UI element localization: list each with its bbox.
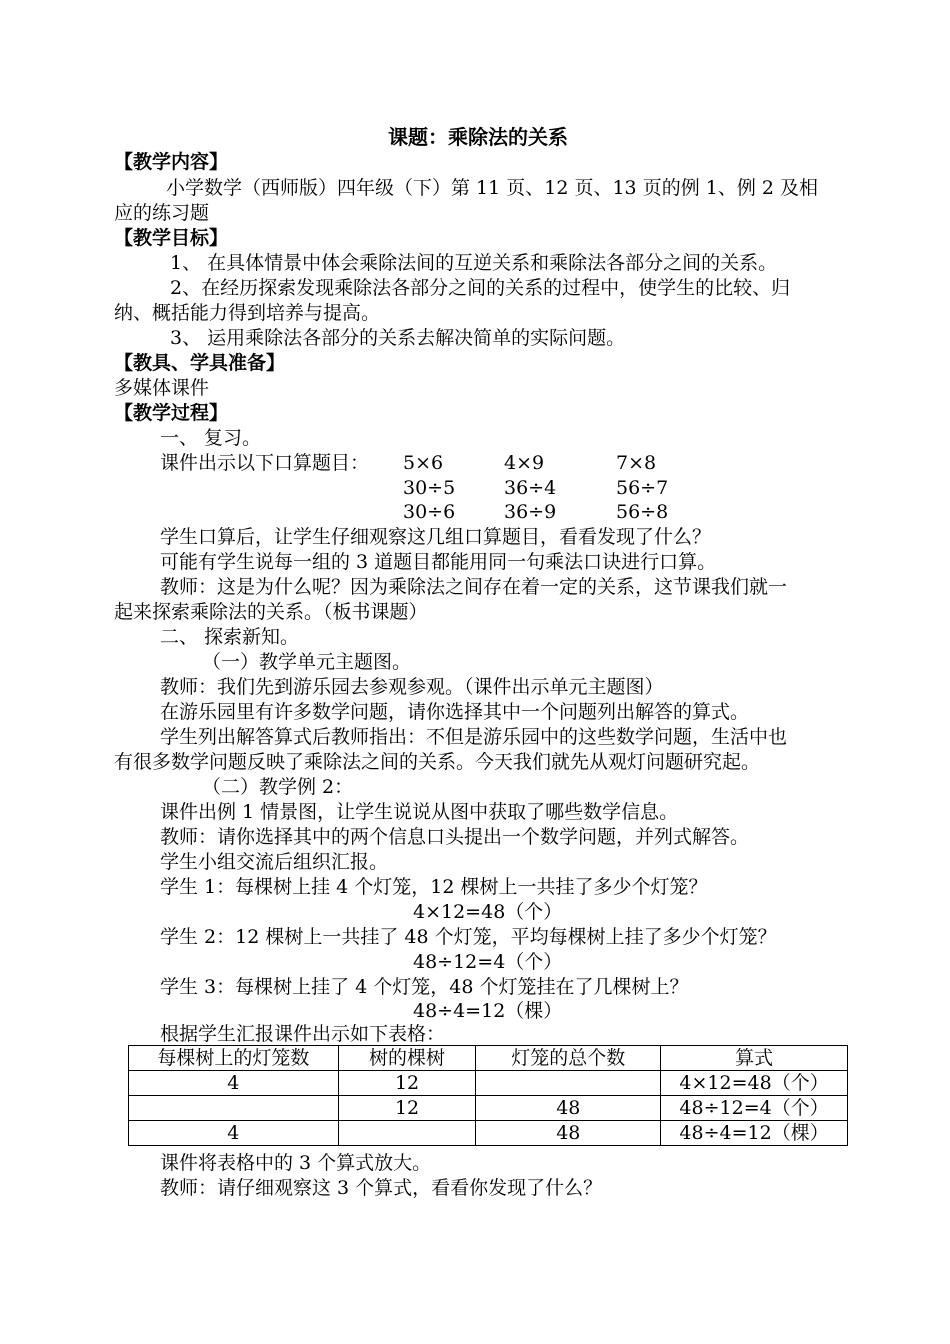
calc-intro: 课件出示以下口算题目： (160, 452, 370, 474)
goals-heading: 【教学目标】 (114, 227, 229, 249)
student-2: 学生 2：12 棵树上一共挂了 48 个灯笼，平均每棵树上挂了多少个灯笼？ (160, 926, 777, 948)
calc-item: 30÷6 (403, 501, 456, 523)
table-header-cell: 灯笼的总个数 (476, 1046, 661, 1071)
goal-2-line1: 2、在经历探索发现乘除法各部分之间的关系的过程中，使学生的比较、归 (170, 277, 791, 299)
table-cell: 12 (338, 1071, 476, 1096)
paragraph: 教师：这是为什么呢？因为乘除法之间存在着一定的关系，这节课我们就一 (160, 576, 788, 598)
table-cell: 4 (129, 1121, 339, 1146)
step-review: 一、 复习。 (160, 427, 262, 449)
calc-item: 5×6 (403, 452, 444, 474)
page-title: 课题：乘除法的关系 (388, 125, 568, 149)
lantern-table (128, 1045, 848, 1146)
table-cell: 12 (338, 1096, 476, 1121)
calc-item: 30÷5 (403, 477, 456, 499)
goal-3: 3、 运用乘除法各部分的关系去解决简单的实际问题。 (170, 327, 626, 349)
paragraph: 在游乐园里有许多数学问题，请你选择其中一个问题列出解答的算式。 (160, 701, 750, 723)
tools-heading: 【教具、学具准备】 (114, 352, 286, 374)
table-cell: 48 (476, 1096, 661, 1121)
table-row (129, 1096, 848, 1121)
table-cell (476, 1071, 661, 1096)
step-explore: 二、 探索新知。 (160, 626, 300, 648)
table-row (129, 1121, 848, 1146)
calc-item: 36÷4 (504, 477, 557, 499)
table-cell: 48÷4=12（棵） (661, 1121, 848, 1146)
table-row (129, 1071, 848, 1096)
paragraph: 教师：请仔细观察这 3 个算式，看看你发现了什么？ (160, 1177, 603, 1199)
equation: 48÷4=12（棵） (413, 1000, 563, 1022)
sub-step-1: （一）教学单元主题图。 (202, 651, 412, 673)
sub-step-2: （二）教学例 2： (202, 776, 354, 798)
calc-item: 56÷8 (616, 501, 669, 523)
paragraph: 教师：请你选择其中的两个信息口头提出一个数学问题，并列式解答。 (160, 826, 750, 848)
paragraph: 课件将表格中的 3 个算式放大。 (160, 1152, 432, 1174)
process-heading: 【教学过程】 (114, 402, 229, 424)
table-header-cell: 算式 (661, 1046, 848, 1071)
paragraph: 学生列出解答算式后教师指出：不但是游乐园中的这些数学问题，生活中也 (160, 726, 788, 748)
paragraph: 课件出例 1 情景图，让学生说说从图中获取了哪些数学信息。 (160, 801, 679, 823)
student-1: 学生 1：每棵树上挂 4 个灯笼，12 棵树上一共挂了多少个灯笼？ (160, 876, 708, 898)
paragraph: 起来探索乘除法的关系。（板书课题） (114, 601, 428, 623)
goal-1: 1、 在具体情景中体会乘除法间的互逆关系和乘除法各部分之间的关系。 (170, 252, 778, 274)
calc-item: 4×9 (504, 452, 545, 474)
content-heading: 【教学内容】 (114, 151, 229, 173)
tools-text: 多媒体课件 (114, 377, 210, 399)
paragraph: 有很多数学问题反映了乘除法之间的关系。今天我们就先从观灯问题研究起。 (114, 751, 761, 773)
table-cell: 4 (129, 1071, 339, 1096)
table-cell: 4×12=48（个） (661, 1071, 848, 1096)
table-cell (129, 1096, 339, 1121)
paragraph: 学生小组交流后组织汇报。 (160, 851, 389, 873)
paragraph: 学生口算后，让学生仔细观察这几组口算题目，看看发现了什么？ (160, 526, 712, 548)
calc-item: 7×8 (616, 452, 657, 474)
table-cell: 48 (476, 1121, 661, 1146)
content-text-line1: 小学数学（西师版）四年级（下）第 11 页、12 页、13 页的例 1、例 2 及相 (166, 177, 818, 199)
goal-2-line2: 纳、概括能力得到培养与提高。 (114, 302, 381, 324)
calc-item: 36÷9 (504, 501, 557, 523)
equation: 4×12=48（个） (413, 901, 563, 923)
table-cell: 48÷12=4（个） (661, 1096, 848, 1121)
table-cell (338, 1121, 476, 1146)
table-header-cell: 每棵树上的灯笼数 (129, 1046, 339, 1071)
content-text-line2: 应的练习题 (114, 202, 210, 224)
calc-item: 56÷7 (616, 477, 669, 499)
paragraph: 教师：我们先到游乐园去参观参观。（课件出示单元主题图） (160, 676, 664, 698)
student-3: 学生 3：每棵树上挂了 4 个灯笼，48 个灯笼挂在了几棵树上？ (160, 976, 689, 998)
paragraph: 根据学生汇报课件出示如下表格： (160, 1023, 446, 1045)
table-header-row (129, 1046, 848, 1071)
equation: 48÷12=4（个） (413, 951, 563, 973)
paragraph: 可能有学生说每一组的 3 道题目都能用同一句乘法口诀进行口算。 (160, 551, 717, 573)
table-header-cell: 树的棵树 (338, 1046, 476, 1071)
